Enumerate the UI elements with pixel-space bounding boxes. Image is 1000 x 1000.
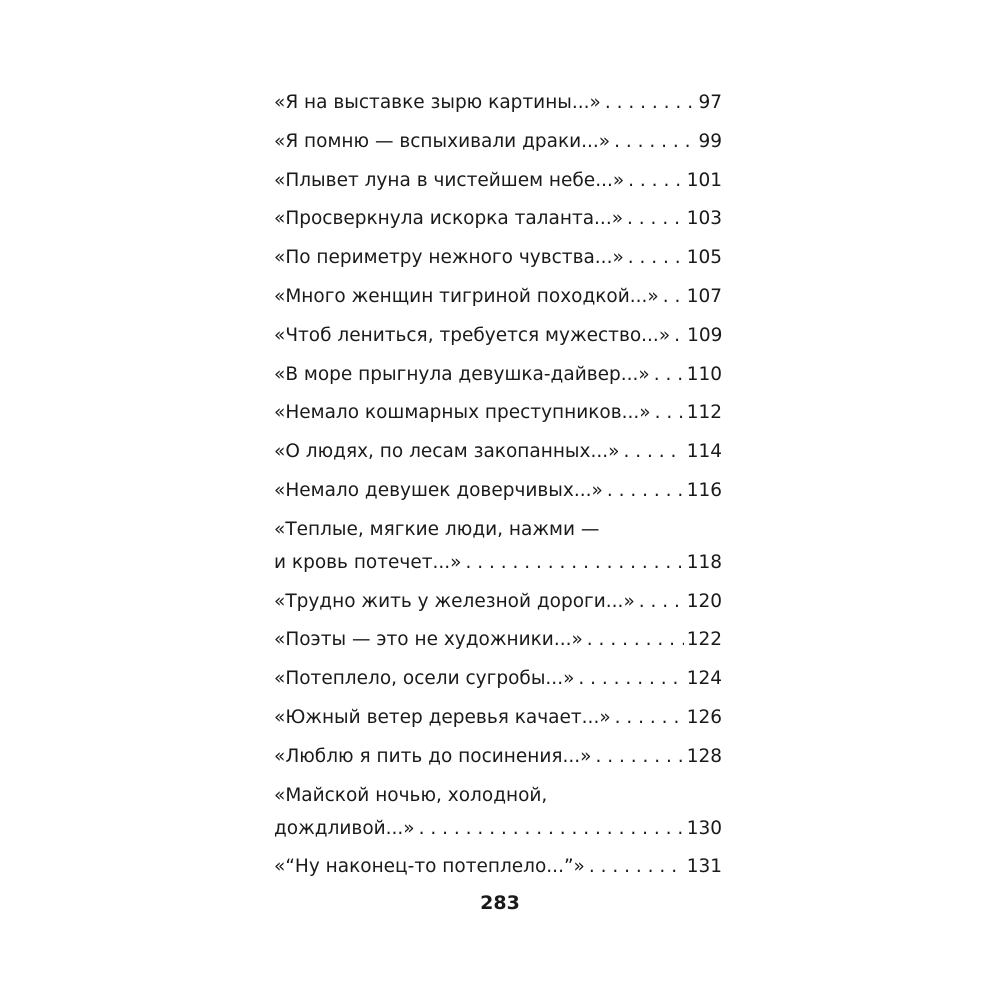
toc-entry-page: 128 [686,745,722,767]
toc-entry [274,439,722,465]
toc-entry-page: 112 [686,402,722,424]
toc-entry-title: «Поэты — это не художники...» [274,629,583,651]
toc-entry-title: «Потеплело, осели сугробы...» [274,668,575,690]
toc-entry-title: «О людях, по лесам закопанных...» [274,441,620,463]
toc-entry-title-line1: «Майской ночью, холодной, [274,784,548,806]
toc-entry-page: 131 [686,856,722,878]
toc-entry-page: 101 [686,169,722,191]
toc-entry-title: «Люблю я пить до посинения...» [274,745,592,767]
toc-entry-page: 124 [686,668,722,690]
toc-entry [274,783,722,842]
toc-entry-title: «Немало кошмарных преступников...» [274,402,651,424]
dot-leader [623,439,683,465]
toc-entry-title: «Много женщин тигриной походкой...» [274,285,659,307]
dot-leader [578,666,683,692]
toc-entry-title: «Южный ветер деревья качает...» [274,706,611,728]
dot-leader [655,400,684,426]
toc-entry [274,90,722,116]
toc-entry-title: «Я на выставке зырю картины...» [274,92,601,113]
toc-entry-title: «Трудно жить у железной дороги...» [274,590,635,612]
toc-entry [274,323,722,349]
toc-entry [274,517,722,576]
dot-leader [595,744,683,770]
toc-entry-title: и кровь потечет...» [274,551,462,573]
toc-entry-title: «“Ну наконец-то потеплело...”» [274,856,585,878]
dot-leader [605,90,696,116]
toc-entry-title: «Просверкнула искорка таланта...» [274,208,624,230]
toc-entry [274,206,722,232]
dot-leader [589,854,684,880]
dot-leader [607,478,684,504]
dot-leader [419,816,684,842]
toc-entry-page: 122 [686,629,722,651]
toc-entry [274,666,722,692]
toc-entry-page: 114 [686,441,722,463]
toc-entry-title-line1: «Теплые, мягкие люди, нажми — [274,518,600,540]
toc-entry-page: 107 [686,285,722,307]
toc-entry-page: 130 [686,817,722,839]
table-of-contents [274,90,722,893]
dot-leader [615,705,684,731]
toc-entry [274,705,722,731]
toc-entry [274,627,722,653]
toc-entry-page: 105 [686,247,722,269]
toc-entry-title: «Я помню — вспыхивали драки...» [274,130,611,152]
toc-entry-page: 99 [698,130,722,152]
toc-entry [274,168,722,194]
dot-leader [663,284,684,310]
toc-entry-page: 126 [686,706,722,728]
toc-entry-page: 116 [686,479,722,501]
toc-entry [274,589,722,615]
dot-leader [614,129,695,155]
toc-entry-title: «Чтоб лениться, требуется мужество...» [274,324,671,346]
dot-leader [628,245,684,271]
toc-entry-title: «По периметру нежного чувства...» [274,247,624,269]
dot-leader [654,362,684,388]
toc-entry-title: «Плывет луна в чистейшем небе...» [274,169,625,191]
toc-entry-title: «В море прыгнула девушка-дайвер...» [274,363,650,385]
toc-entry-page: 110 [686,363,722,385]
toc-entry [274,284,722,310]
toc-entry [274,129,722,155]
dot-leader [639,589,684,615]
dot-leader [628,168,684,194]
dot-leader [627,206,684,232]
dot-leader [674,323,684,349]
toc-entry [274,478,722,504]
toc-entry [274,362,722,388]
dot-leader [465,550,683,576]
toc-entry [274,400,722,426]
toc-entry-title: дождливой...» [274,817,415,839]
toc-entry [274,744,722,770]
toc-entry [274,854,722,880]
toc-entry-page: 103 [686,208,722,230]
dot-leader [587,627,684,653]
toc-entry-page: 120 [686,590,722,612]
toc-entry-page: 118 [686,551,722,573]
toc-entry-page: 109 [687,324,723,346]
page-number: 283 [480,892,520,914]
toc-entry-page: 97 [698,92,722,113]
toc-entry-title: «Немало девушек доверчивых...» [274,479,603,501]
toc-entry [274,245,722,271]
